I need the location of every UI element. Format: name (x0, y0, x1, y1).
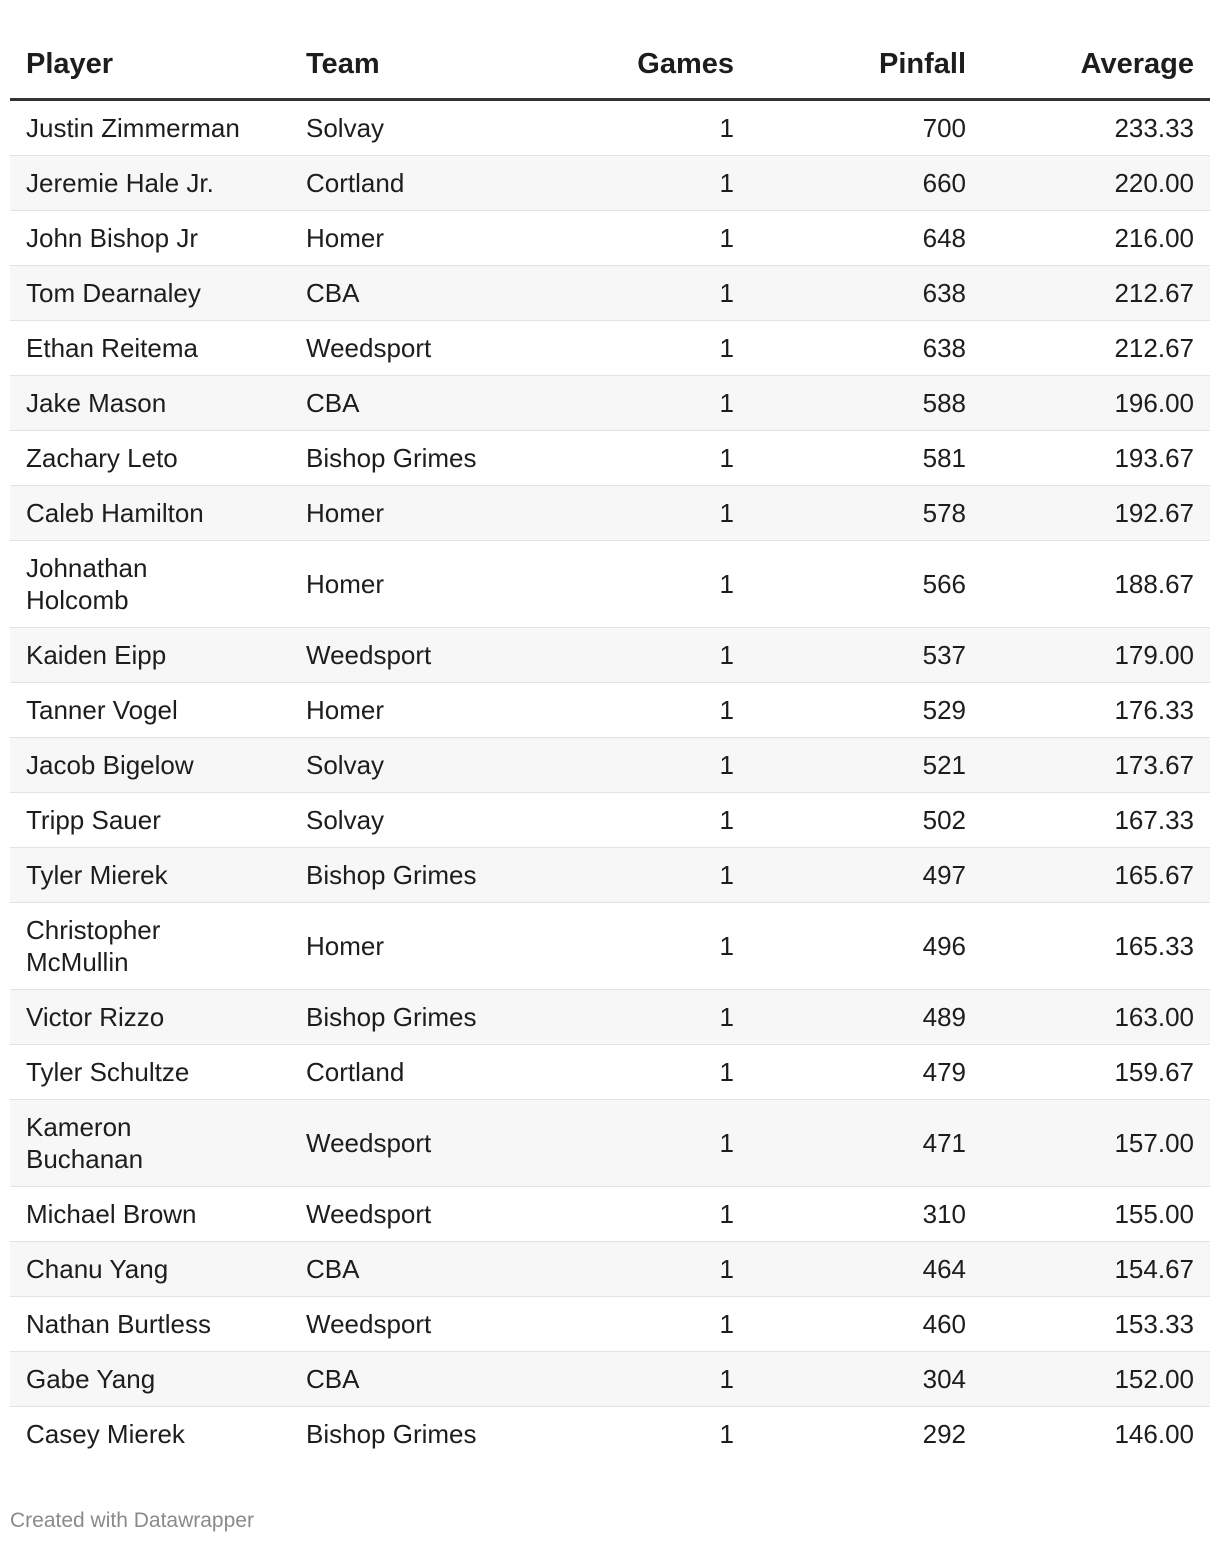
table-row (10, 738, 1210, 793)
player-cell: Jake Mason (10, 376, 290, 431)
team-cell: Homer (290, 211, 550, 266)
table-row (10, 1187, 1210, 1242)
table-row (10, 793, 1210, 848)
games-cell: 1 (550, 1297, 750, 1352)
player-cell: Chanu Yang (10, 1242, 290, 1297)
table-row (10, 100, 1210, 156)
average-cell: 155.00 (982, 1187, 1210, 1242)
average-cell: 196.00 (982, 376, 1210, 431)
team-cell: Bishop Grimes (290, 990, 550, 1045)
pinfall-cell: 537 (750, 628, 982, 683)
player-cell: Jeremie Hale Jr. (10, 156, 290, 211)
player-cell: Tyler Schultze (10, 1045, 290, 1100)
games-cell: 1 (550, 903, 750, 990)
player-cell: Gabe Yang (10, 1352, 290, 1407)
average-cell: 193.67 (982, 431, 1210, 486)
pinfall-cell: 581 (750, 431, 982, 486)
games-cell: 1 (550, 156, 750, 211)
games-cell: 1 (550, 100, 750, 156)
column-header-average[interactable]: Average (982, 30, 1210, 100)
team-cell: Homer (290, 683, 550, 738)
pinfall-cell: 479 (750, 1045, 982, 1100)
player-cell: Justin Zimmerman (10, 100, 290, 156)
pinfall-cell: 648 (750, 211, 982, 266)
footer-credit[interactable]: Created with Datawrapper (10, 1509, 254, 1532)
pinfall-cell: 588 (750, 376, 982, 431)
pinfall-cell: 304 (750, 1352, 982, 1407)
pinfall-cell: 521 (750, 738, 982, 793)
player-cell: Ethan Reitema (10, 321, 290, 376)
team-cell: Homer (290, 903, 550, 990)
pinfall-cell: 578 (750, 486, 982, 541)
table-row (10, 683, 1210, 738)
games-cell: 1 (550, 1187, 750, 1242)
average-cell: 192.67 (982, 486, 1210, 541)
pinfall-cell: 292 (922, 1419, 966, 1449)
games-cell: 1 (550, 321, 750, 376)
table-row (10, 1045, 1210, 1100)
average-cell: 159.67 (982, 1045, 1210, 1100)
player-cell: John Bishop Jr (10, 211, 290, 266)
column-header-pinfall[interactable]: Pinfall (750, 30, 982, 100)
pinfall-cell: 464 (750, 1242, 982, 1297)
team-cell: Cortland (290, 156, 550, 211)
games-cell: 1 (550, 990, 750, 1045)
pinfall-cell: 489 (750, 990, 982, 1045)
column-header-games[interactable]: Games (550, 30, 750, 100)
pinfall-cell: 638 (750, 321, 982, 376)
data-table-container (10, 30, 1210, 1461)
average-cell: 212.67 (982, 321, 1210, 376)
games-cell: 1 (550, 376, 750, 431)
pinfall-cell: 700 (750, 100, 982, 156)
average-cell: 220.00 (982, 156, 1210, 211)
player-cell: Jacob Bigelow (10, 738, 290, 793)
table-row (10, 1297, 1210, 1352)
team-cell: Solvay (290, 738, 550, 793)
player-cell: Kaiden Eipp (10, 628, 290, 683)
table-row (10, 1242, 1210, 1297)
games-cell: 1 (719, 1419, 734, 1449)
games-cell: 1 (550, 541, 750, 628)
table-row (10, 486, 1210, 541)
table-row (10, 1407, 1210, 1462)
table-row (10, 628, 1210, 683)
table-body (10, 100, 1210, 1462)
pinfall-cell: 460 (750, 1297, 982, 1352)
table-row (10, 541, 1210, 628)
team-cell: CBA (290, 1242, 550, 1297)
games-cell: 1 (550, 848, 750, 903)
average-cell: 188.67 (982, 541, 1210, 628)
player-cell: Tyler Mierek (10, 848, 290, 903)
table-row (10, 376, 1210, 431)
team-cell: Weedsport (290, 1100, 550, 1187)
header-row (10, 30, 1210, 100)
team-cell: Weedsport (290, 1187, 550, 1242)
games-cell: 1 (550, 738, 750, 793)
average-cell: 167.33 (982, 793, 1210, 848)
average-cell: 165.67 (982, 848, 1210, 903)
pinfall-cell: 638 (750, 266, 982, 321)
team-cell: Bishop Grimes (306, 1419, 477, 1449)
player-cell: Nathan Burtless (10, 1297, 290, 1352)
games-cell: 1 (550, 266, 750, 321)
games-cell: 1 (550, 1100, 750, 1187)
team-cell: Solvay (290, 793, 550, 848)
player-cell: Victor Rizzo (10, 990, 290, 1045)
player-cell: Casey Mierek (26, 1419, 185, 1449)
table-row (10, 1352, 1210, 1407)
player-cell: Zachary Leto (10, 431, 290, 486)
pinfall-cell: 660 (750, 156, 982, 211)
team-cell: Bishop Grimes (290, 431, 550, 486)
table-row (10, 211, 1210, 266)
games-cell: 1 (550, 793, 750, 848)
average-cell: 152.00 (982, 1352, 1210, 1407)
team-cell: Homer (290, 541, 550, 628)
team-cell: CBA (290, 1352, 550, 1407)
player-cell: Tanner Vogel (10, 683, 290, 738)
average-cell: 154.67 (982, 1242, 1210, 1297)
player-cell: Kameron Buchanan (10, 1100, 290, 1187)
pinfall-cell: 566 (750, 541, 982, 628)
average-cell: 153.33 (982, 1297, 1210, 1352)
player-cell: Tom Dearnaley (10, 266, 290, 321)
table-row (10, 990, 1210, 1045)
team-cell: Homer (290, 486, 550, 541)
games-cell: 1 (550, 486, 750, 541)
team-cell: Bishop Grimes (290, 848, 550, 903)
games-cell: 1 (550, 431, 750, 486)
average-cell: 179.00 (982, 628, 1210, 683)
average-cell: 233.33 (982, 100, 1210, 156)
games-cell: 1 (550, 1352, 750, 1407)
games-cell: 1 (550, 628, 750, 683)
team-cell: Weedsport (290, 1297, 550, 1352)
average-cell: 176.33 (982, 683, 1210, 738)
games-cell: 1 (550, 1045, 750, 1100)
table-row (10, 1100, 1210, 1187)
team-cell: CBA (290, 266, 550, 321)
average-cell: 165.33 (982, 903, 1210, 990)
average-cell: 146.00 (1114, 1419, 1194, 1449)
pinfall-cell: 310 (750, 1187, 982, 1242)
average-cell: 212.67 (982, 266, 1210, 321)
pinfall-cell: 497 (750, 848, 982, 903)
table-row (10, 266, 1210, 321)
player-cell: Caleb Hamilton (10, 486, 290, 541)
table-row (10, 848, 1210, 903)
team-cell: Weedsport (290, 628, 550, 683)
pinfall-cell: 529 (750, 683, 982, 738)
table-row (10, 321, 1210, 376)
pinfall-cell: 471 (750, 1100, 982, 1187)
games-cell: 1 (550, 1242, 750, 1297)
bowling-stats-table (10, 30, 1210, 1461)
average-cell: 163.00 (982, 990, 1210, 1045)
average-cell: 216.00 (982, 211, 1210, 266)
table-row (10, 156, 1210, 211)
player-cell: Tripp Sauer (10, 793, 290, 848)
games-cell: 1 (550, 683, 750, 738)
team-cell: Solvay (290, 100, 550, 156)
table-row (10, 903, 1210, 990)
average-cell: 157.00 (982, 1100, 1210, 1187)
team-cell: Cortland (290, 1045, 550, 1100)
player-cell: Johnathan Holcomb (10, 541, 290, 628)
player-cell: Christopher McMullin (10, 903, 290, 990)
table-row (10, 431, 1210, 486)
column-header-team[interactable]: Team (290, 30, 550, 100)
games-cell: 1 (550, 211, 750, 266)
column-header-player[interactable]: Player (10, 30, 290, 100)
pinfall-cell: 496 (750, 903, 982, 990)
pinfall-cell: 502 (750, 793, 982, 848)
team-cell: Weedsport (290, 321, 550, 376)
player-cell: Michael Brown (10, 1187, 290, 1242)
team-cell: CBA (290, 376, 550, 431)
average-cell: 173.67 (982, 738, 1210, 793)
